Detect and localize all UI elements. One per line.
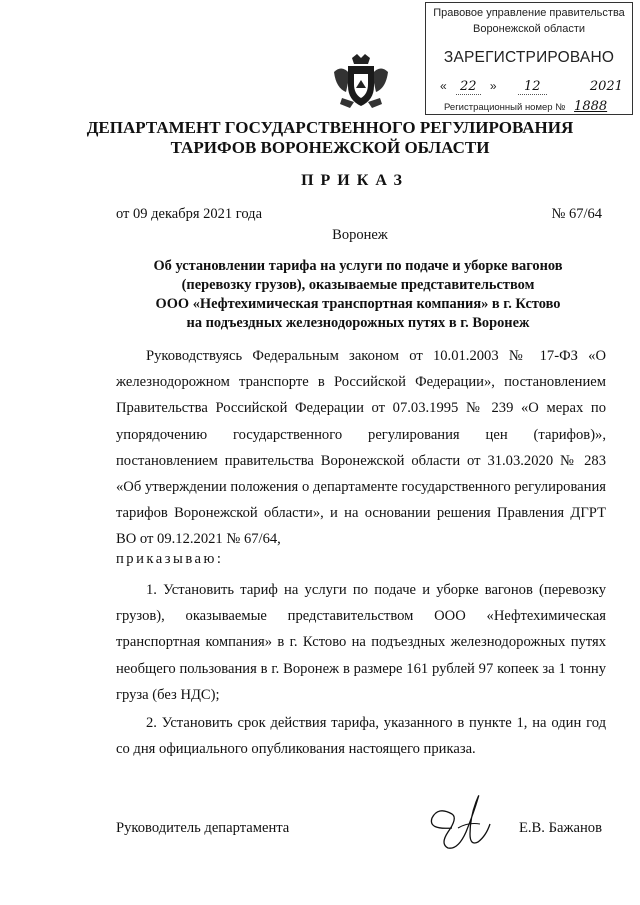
stamp-date-quote-close: » <box>489 79 497 93</box>
stamp-date-month: 12 <box>518 79 547 95</box>
stamp-date-year: 2021 <box>589 79 623 94</box>
subject-line1: Об установлении тарифа на услуги по подаче и уборке вагонов <box>153 258 563 274</box>
order-word: приказываю: <box>116 551 224 567</box>
order-date: от 09 декабря 2021 года <box>116 206 262 222</box>
stamp-reg-number-row <box>444 99 607 114</box>
department-name-line1: ДЕПАРТАМЕНТ ГОСУДАРСТВЕННОГО РЕГУЛИРОВАНИЯ <box>86 118 574 137</box>
document-type: ПРИКАЗ <box>301 172 409 189</box>
order-item-2 <box>116 710 606 762</box>
stamp-org-line2: Воронежской области <box>472 23 585 35</box>
subject-line2: (перевозку грузов), оказываемые представительством <box>181 277 535 293</box>
signatory-name: Е.В. Бажанов <box>518 820 602 836</box>
order-item-2-text: 2. Установить срок действия тарифа, указанного в пункте 1, на один год со дня официального опубликования настоящего приказа. <box>116 715 606 758</box>
preamble-paragraph <box>116 343 606 553</box>
stamp-date <box>440 79 623 94</box>
order-number: № 67/64 <box>551 206 602 222</box>
signatory-position: Руководитель департамента <box>116 820 290 836</box>
order-subject <box>116 257 600 333</box>
coat-of-arms-icon <box>328 52 394 112</box>
stamp-reg-number: 1888 <box>574 99 608 114</box>
handwritten-signature-icon <box>418 788 498 858</box>
stamp-date-quote-open: « <box>440 79 447 93</box>
stamp-reg-number-label: Регистрационный номер № <box>444 102 566 113</box>
subject-line4: на подъездных железнодорожных путях в г. Воронеж <box>186 315 530 331</box>
stamp-registered: ЗАРЕГИСТРИРОВАНО <box>443 49 615 66</box>
stamp-org-line1: Правовое управление правительства <box>433 7 625 19</box>
order-city: Воронеж <box>332 227 388 243</box>
preamble-text: Руководствуясь Федеральным законом от 10.01.2003 № 17-ФЗ «О железнодорожном транспорте в Российской Федерации», постановлением Правительства Российской Федерации от 07.03.1995 № 239 «О мерах по упорядочению государственного регулирования цен (тарифов)», постановлением правительства Воронежской области от 31.03.2020 № 283 «Об утверждении положения о департаменте государственного регулирования тарифов Воронежской области», и на основании решения Правления ДГРТ ВО от 09.12.2021 № 67/64, <box>116 348 606 548</box>
order-item-1-text: 1. Установить тариф на услуги по подаче и уборке вагонов (перевозку грузов), оказываемые представительством ООО «Нефтехимическая транспортная компания» в г. Кстово на подъездных железнодорожных путях необщего пользования в г. Воронеж в размере 161 рублей 97 копеек за 1 тонну груза (без НДС); <box>116 582 606 703</box>
subject-line3: ООО «Нефтехимическая транспортная компания» в г. Кстово <box>155 296 561 312</box>
order-item-1 <box>116 577 606 708</box>
registration-stamp <box>425 2 633 115</box>
department-name-line2: ТАРИФОВ ВОРОНЕЖСКОЙ ОБЛАСТИ <box>170 138 490 157</box>
stamp-date-day: 22 <box>456 79 481 95</box>
